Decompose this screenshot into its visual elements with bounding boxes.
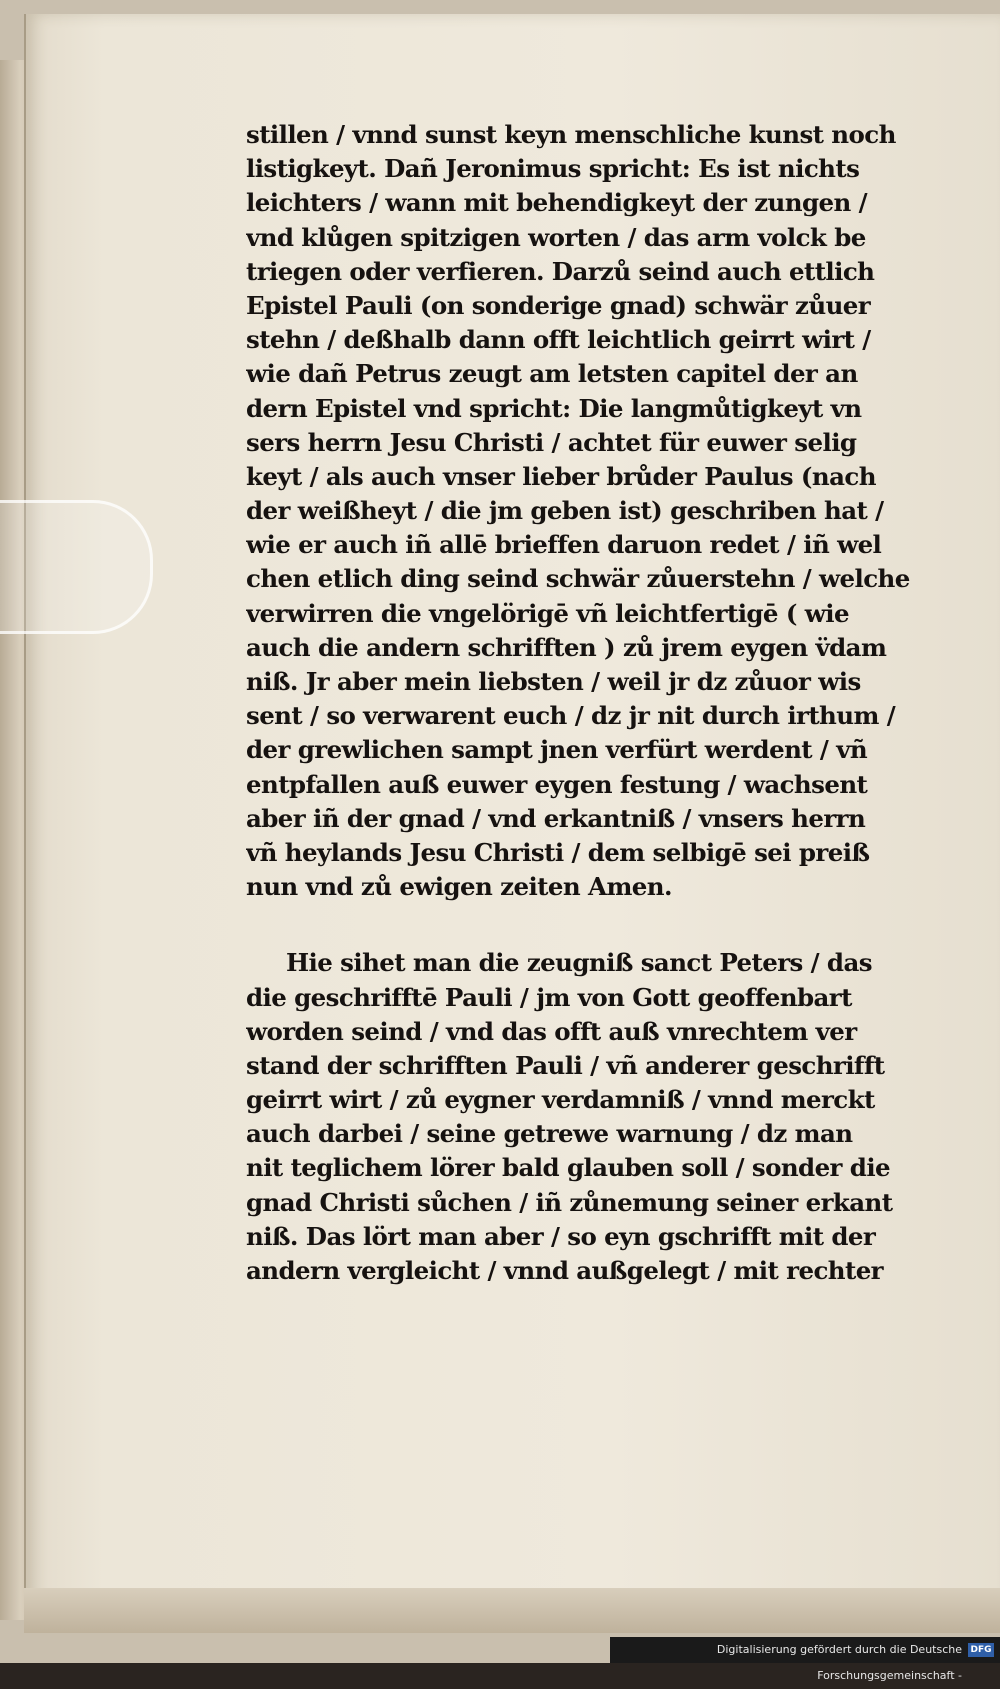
text-line: worden seind / vnd das offt auß vnrechtem ver bbox=[246, 1016, 857, 1046]
text-line: leichters / wann mit behendigkeyt der zungen / bbox=[246, 188, 867, 218]
text-line: der grewlichen sampt jnen verfürt werdent / vñ bbox=[246, 735, 868, 765]
text-line: geirrt wirt / zů eygner verdamniß / vnnd merckt bbox=[246, 1085, 875, 1115]
text-line: der weißheyt / die jm geben ist) geschriben hat / bbox=[246, 496, 884, 526]
text-line: dern Epistel vnd spricht: Die langmůtigkeyt vn bbox=[246, 393, 862, 423]
text-line: wie dañ Petrus zeugt am letsten capitel der an bbox=[246, 359, 858, 389]
text-line: keyt / als auch vnser lieber brůder Paulus (nach bbox=[246, 461, 876, 491]
paragraph-1 bbox=[246, 118, 976, 904]
text-line: aber iñ der gnad / vnd erkantniß / vnsers herrn bbox=[246, 803, 866, 833]
text-line: andern vergleicht / vnnd außgelegt / mit rechter bbox=[246, 1256, 883, 1285]
paragraph-2 bbox=[246, 946, 976, 1288]
text-line: chen etlich ding seind schwär zůuerstehn / welche bbox=[246, 564, 910, 594]
footer-text: Digitalisierung gefördert durch die Deutsche Forschungsgemeinschaft - bbox=[716, 1643, 962, 1682]
text-line: niß. Das lört man aber / so eyn gschrifft mit der bbox=[246, 1221, 876, 1251]
text-line: nit teglichem lörer bald glauben soll / sonder die bbox=[246, 1153, 891, 1183]
text-line: wie er auch iñ allē brieffen daruon redet / iñ wel bbox=[246, 530, 882, 560]
text-line: auch darbei / seine getrewe warnung / dz man bbox=[246, 1119, 853, 1149]
text-line: gnad Christi sůchen / iñ zůnemung seiner erkant bbox=[246, 1187, 893, 1217]
text-line: niß. Jr aber mein liebsten / weil jr dz zůuor wis bbox=[246, 667, 861, 696]
text-line: stillen / vnnd sunst keyn menschliche kunst noch bbox=[246, 120, 896, 149]
text-line: die geschrifftē Pauli / jm von Gott geoffenbart bbox=[246, 982, 852, 1012]
dfg-logo-icon: DFG bbox=[968, 1643, 994, 1657]
text-line: Hie sihet man die zeugniß sanct Peters / das bbox=[286, 948, 872, 978]
digitization-footer bbox=[610, 1637, 1000, 1682]
text-line: verwirren die vngelörigē vñ leichtfertigē ( wie bbox=[246, 598, 849, 628]
text-line: stand der schrifften Pauli / vñ anderer geschrifft bbox=[246, 1050, 885, 1080]
text-line: stehn / deßhalb dann offt leichtlich geirrt wirt / bbox=[246, 325, 871, 355]
text-line: nun vnd zů ewigen zeiten Amen. bbox=[246, 872, 672, 902]
text-line: auch die andern schrifften ) zů jrem eygen v̈dam bbox=[246, 632, 887, 662]
paragraph-gap bbox=[246, 904, 976, 946]
page-text bbox=[246, 118, 976, 1288]
text-line: listigkeyt. Dañ Jeronimus spricht: Es ist nichts bbox=[246, 154, 860, 184]
text-line: vñ heylands Jesu Christi / dem selbigē sei preiß bbox=[246, 837, 870, 867]
text-line: entpfallen auß euwer eygen festung / wachsent bbox=[246, 769, 868, 799]
bookmark-clip bbox=[0, 500, 153, 634]
page-bottom-edge bbox=[24, 1588, 1000, 1633]
text-line: Epistel Pauli (on sonderige gnad) schwär zůuer bbox=[246, 290, 871, 320]
text-line: sent / so verwarent euch / dz jr nit durch irthum / bbox=[246, 701, 896, 731]
text-line: triegen oder verfieren. Darzů seind auch ettlich bbox=[246, 256, 875, 286]
text-line: sers herrn Jesu Christi / achtet für euwer selig bbox=[246, 427, 857, 457]
text-line: vnd klůgen spitzigen worten / das arm volck be bbox=[246, 222, 866, 252]
